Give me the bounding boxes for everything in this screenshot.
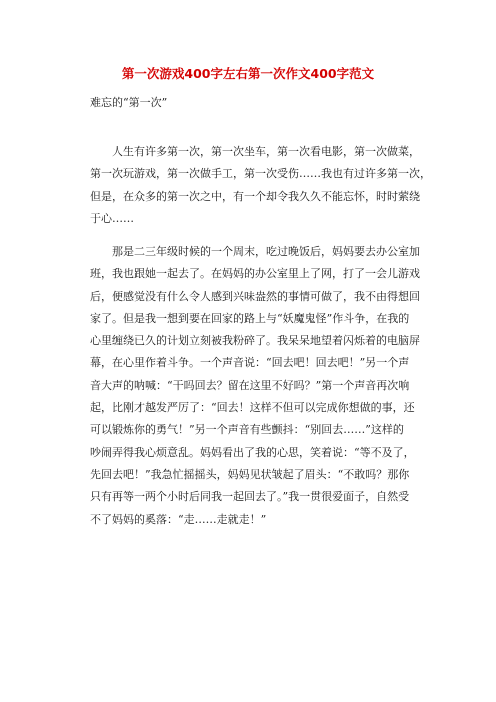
paragraph-line: 先回去吧！”我急忙摇摇头，妈妈见状皱起了眉头：“不敢吗？那你 bbox=[90, 467, 410, 481]
paragraph-line: 但是，在众多的第一次之中，有一个却令我久久不能忘怀，时时萦绕 bbox=[90, 189, 420, 203]
paragraph-line: 那是二三年级时候的一个周末，吃过晚饭后，妈妈要去办公室加 bbox=[90, 245, 420, 258]
paragraph-line: 起，比刚才越发严厉了：“回去！这样不但可以完成你想做的事，还 bbox=[90, 401, 415, 415]
paragraph-line: 可以锻炼你的勇气！”另一个声音有些颤抖：“别回去……”这样的 bbox=[90, 423, 404, 437]
paragraph-line: 人生有许多第一次，第一次坐车，第一次看电影，第一次做菜， bbox=[90, 145, 420, 158]
document-subtitle: 难忘的“第一次” bbox=[90, 96, 168, 109]
paragraph-line: 第一次玩游戏，第一次做手工，第一次受伤……我也有过许多第一次， bbox=[90, 167, 431, 181]
paragraph-2 bbox=[90, 244, 435, 534]
paragraph-line: 音大声的呐喊：“干吗回去？留在这里不好吗？”第一个声音再次响 bbox=[90, 378, 410, 392]
paragraph-line: 心里缠绕已久的计划立刻被我粉碎了。我呆呆地望着闪烁着的电脑屏 bbox=[90, 334, 420, 348]
paragraph-line: 班，我也跟她一起去了。在妈妈的办公室里上了网，打了一会儿游戏 bbox=[90, 267, 420, 281]
paragraph-line: 家了。但是我一想到要在回家的路上与“妖魔鬼怪”作斗争，在我的 bbox=[90, 311, 410, 325]
paragraph-line: 幕，在心里作着斗争。一个声音说：“回去吧！回去吧！”另一个声 bbox=[90, 356, 410, 370]
paragraph-line: 于心…… bbox=[90, 211, 134, 225]
paragraph-line: 只有再等一两个小时后同我一起回去了。”我一贯很爱面子，自然受 bbox=[90, 490, 410, 504]
paragraph-1 bbox=[90, 144, 435, 233]
document-title: 第一次游戏400字左右第一次作文400字范文 bbox=[121, 66, 375, 81]
paragraph-line: 后，便感觉没有什么令人感到兴味盎然的事情可做了，我不由得想回 bbox=[90, 289, 420, 303]
paragraph-line: 不了妈妈的奚落：“走……走就走！” bbox=[90, 512, 267, 526]
paragraph-line: 吵闹弄得我心烦意乱。妈妈看出了我的心思，笑着说：“等不及了， bbox=[90, 445, 415, 459]
